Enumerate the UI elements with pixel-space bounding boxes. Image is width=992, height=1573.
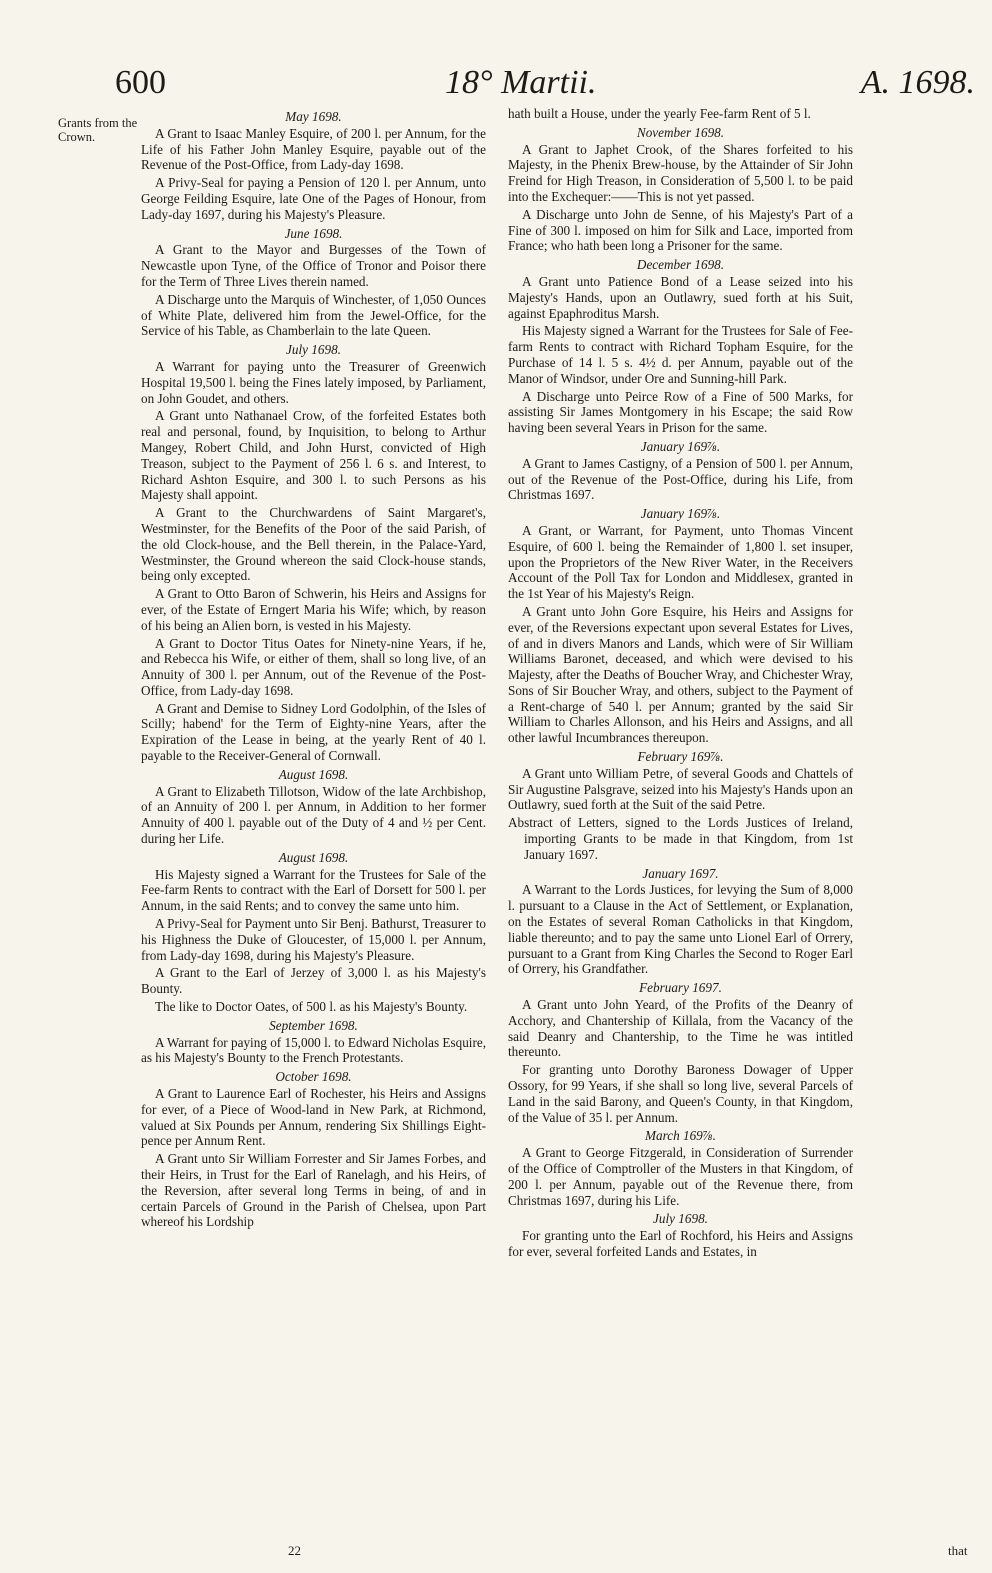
grant-entry: A Grant to Otto Baron of Schwerin, his Heirs and Assigns for ever, of the Estate of Erngert Maria his Wife; which, by reason of his being an Alien born, is vested in his Majesty. — [141, 586, 486, 633]
date-heading: May 1698. — [285, 109, 342, 124]
margin-note: Grants from the Crown. — [58, 116, 138, 144]
grant-entry: A Warrant for paying unto the Treasurer of Greenwich Hospital 19,500 l. being the Fines lately imposed, by Parliament, on John Goudet, and others. — [141, 358, 486, 406]
grant-entry: A Warrant to the Lords Justices, for levying the Sum of 8,000 l. pursuant to a Clause in the Act of Settlement, or Explanation, on the Estates of several Roman Catholicks in that Kingdom, liable thereunto; and to pay the same unto Lionel Earl of Orrery, pursuant to a Grant from King Charles the Second to Roger Earl of Orrery, his Grandfather. — [508, 882, 853, 977]
left-column — [141, 106, 486, 1232]
date-heading: January 169⅞. — [640, 506, 721, 522]
date-heading: June 1698. — [284, 225, 343, 241]
grant-entry: A Discharge unto John de Senne, of his Majesty's Part of a Fine of 300 l. imposed on him for Silk and Lace, imported from France; who hath been long a Prisoner for the same. — [508, 206, 853, 254]
grant-entry: A Grant to the Mayor and Burgesses of the Town of Newcastle upon Tyne, of the Office of Tronor and Poisor there for the Term of Three Lives therein named. — [141, 242, 486, 289]
grant-entry: A Grant to George Fitzgerald, in Consideration of Surrender of the Office of Comptroller of the Musters in that Kingdom, of 200 l. per Annum, payable out of the Revenue there, from Christmas 1697, during his Life. — [508, 1145, 853, 1208]
grant-entry: A Grant to Laurence Earl of Rochester, his Heirs and Assigns for ever, of a Piece of Wood-land in New Park, at Richmond, valued at Six Pounds per Annum, rendering Six Shillings Eight-pence per Annum Rent. — [141, 1086, 486, 1149]
date-heading: January 1697. — [642, 865, 719, 881]
date-heading: October 1698. — [275, 1069, 352, 1085]
grant-entry: A Grant unto John Gore Esquire, his Heirs and Assigns for ever, of the Reversions expectant upon several Estates for Lives, of and in divers Manors and Lands, which were of Sir William Williams Baronet, deceased, and which were devised to his Majesty, after the Deaths of Boucher Wray, and Chichester Wray, Sons of Sir Boucher Wray, and others, subject to the Payment of a Rent-charge of 540 l. per Annum; granted by the said Sir William to Charles Allonson, and his Heirs and Assigns, and all other lawful Incumbrances thereupon. — [508, 603, 853, 746]
grant-entry: A Grant to Japhet Crook, of the Shares forfeited to his Majesty, in the Phenix Brew-house, by the Attainder of Sir John Freind for High Treason, in Consideration of 5,500 l. to be paid into the Exchequer:——This is not yet passed. — [508, 141, 853, 204]
date-heading: March 169⅞. — [645, 1128, 716, 1144]
grant-entry: A Grant unto Sir William Forrester and Sir James Forbes, and their Heirs, in Trust for the Earl of Ranelagh, and his Heirs, of the Reversion, after several long Terms in being, of and in certain Parcels of Ground in the Parish of Chelsea, upon Part whereof his Lordship — [141, 1151, 486, 1230]
grant-entry: For granting unto Dorothy Baroness Dowager of Upper Ossory, for 99 Years, if she shall so long live, several Parcels of Land in the said Barony, and Queen's County, in that Kingdom, of the Value of 35 l. per Annum. — [508, 1062, 853, 1125]
grant-entry: A Warrant for paying of 15,000 l. to Edward Nicholas Esquire, as his Majesty's Bounty to the French Protestants. — [141, 1034, 486, 1066]
continued-paragraph: hath built a House, under the yearly Fee-farm Rent of 5 l. — [508, 106, 811, 121]
grant-entry: A Grant and Demise to Sidney Lord Godolphin, of the Isles of Scilly; habend' for the Term of Eighty-nine Years, after the Expiration of the Lease in being, at the yearly Rent of 40 l. payable to the Receiver-General of Cornwall. — [141, 700, 486, 764]
date-heading: February 169⅞. — [637, 749, 724, 765]
running-year: A. 1698. — [860, 64, 975, 101]
grant-entry: A Discharge unto the Marquis of Winchester, of 1,050 Ounces of White Plate, delivered him from the Jewel-Office, for the Service of his Table, as Chamberlain to the late Queen. — [141, 291, 486, 339]
grant-entry: A Discharge unto Peirce Row of a Fine of 500 Marks, for assisting Sir James Montgomery in his Escape; the said Row having been several Years in Prison for the same. — [508, 388, 853, 436]
date-heading: February 1697. — [639, 980, 722, 996]
date-heading: July 1698. — [286, 342, 341, 358]
grant-entry: A Grant to Elizabeth Tillotson, Widow of the late Archbishop, of an Annuity of 200 l. per Annum, in Addition to her former Annuity of 400 l. payable out of the Duty of 4 and ½ per Cent. during her Life. — [141, 783, 486, 847]
grant-entry: A Grant to Doctor Titus Oates for Ninety-nine Years, if he, and Rebecca his Wife, or either of them, shall so long live, of an Annuity of 300 l. per Annum, out of the Revenue of the Post-Office, from Lady-day 1698. — [141, 635, 486, 698]
grant-entry: For granting unto the Earl of Rochford, his Heirs and Assigns for ever, several forfeited Lands and Estates, in — [508, 1228, 853, 1259]
date-heading: January 169⅞. — [640, 438, 721, 454]
date-heading: August 1698. — [278, 766, 349, 782]
grant-entry: A Grant to the Earl of Jerzey of 3,000 l. as his Majesty's Bounty. — [141, 965, 486, 997]
grant-entry: A Grant unto John Yeard, of the Profits of the Deanry of Acchory, and Chantership of Killala, from the Vacancy of the said Deanry and Chantership, to the Time he was intitled thereunto. — [508, 997, 853, 1060]
grant-entry: A Grant unto Patience Bond of a Lease seized into his Majesty's Hands, upon an Outlawry, sued forth at his Suit, against Epaphroditus Marsh. — [508, 273, 853, 321]
date-heading: December 1698. — [636, 257, 725, 273]
grant-entry: A Grant to James Castigny, of a Pension of 500 l. per Annum, out of the Revenue of the Post-Office, during his Life, from Christmas 1697. — [508, 455, 853, 503]
catchword: that — [948, 1543, 968, 1558]
date-heading: July 1698. — [653, 1211, 708, 1227]
abstract-heading: Abstract of Letters, signed to the Lords Justices of Ireland, importing Grants to be made in that Kingdom, from 1st January 1697. — [508, 815, 853, 862]
grant-entry: The like to Doctor Oates, of 500 l. as his Majesty's Bounty. — [155, 999, 468, 1015]
grant-entry: A Privy-Seal for paying a Pension of 120 l. per Annum, unto George Feilding Esquire, late One of the Pages of Honour, from Lady-day 1697, during his Majesty's Pleasure. — [141, 175, 486, 222]
signature-mark: 22 — [288, 1543, 301, 1558]
date-heading: September 1698. — [269, 1017, 358, 1033]
grant-entry: A Grant unto William Petre, of several Goods and Chattels of Sir Augustine Palsgrave, seized into his Majesty's Hands upon an Outlawry, sued forth at the Suit of the said Petre. — [508, 765, 853, 813]
right-column — [508, 106, 853, 1262]
grant-entry: His Majesty signed a Warrant for the Trustees for Sale of Fee-farm Rents to contract with Richard Topham Esquire, for the Purchase of 14 l. 5 s. 4½ d. per Annum, payable out of the Manor of Windsor, under Ore and Sunning-hill Park. — [508, 323, 853, 386]
grant-entry: His Majesty signed a Warrant for the Trustees for Sale of the Fee-farm Rents to contract with the Earl of Dorsett for 500 l. per Annum, in the said Rents; and to convey the same unto him. — [141, 866, 486, 914]
grant-entry: A Privy-Seal for Payment unto Sir Benj. Bathurst, Treasurer to his Highness the Duke of Gloucester, of 15,000 l. per Annum, from Lady-day 1698, during his Majesty's Pleasure. — [141, 916, 486, 963]
grant-entry: A Grant, or Warrant, for Payment, unto Thomas Vincent Esquire, of 600 l. being the Remainder of 1,800 l. set insuper, upon the Proprietors of the New River Water, in the Receivers Account of the Poll Tax for London and Middlesex, granted in the 1st Year of his Majesty's Reign. — [508, 522, 853, 602]
grant-entry: A Grant unto Nathanael Crow, of the forfeited Estates both real and personal, found, by Inquisition, to belong to Arthur Mangey, Robert Child, and John Hurst, convicted of High Treason, subject to the Payment of 256 l. 6 s. and Interest, to Richard Ashton Esquire, and 300 l. to such Persons as his Majesty shall appoint. — [141, 408, 486, 503]
page-number: 600 — [115, 64, 166, 101]
grant-entry: A Grant to the Churchwardens of Saint Margaret's, Westminster, for the Benefits of the Poor of the said Parish, of the old Clock-house, and the Bell therein, in the Palace-Yard, Westminster, the Ground whereon the said Clock-house stands, being only excepted. — [141, 505, 486, 584]
date-heading: August 1698. — [278, 849, 349, 865]
date-heading: November 1698. — [636, 124, 725, 140]
running-date: 18° Martii. — [445, 64, 597, 101]
grant-entry: A Grant to Isaac Manley Esquire, of 200 l. per Annum, for the Life of his Father John Manley Esquire, payable out of the Revenue of the Post-Office, from Lady-day 1698. — [141, 125, 486, 173]
